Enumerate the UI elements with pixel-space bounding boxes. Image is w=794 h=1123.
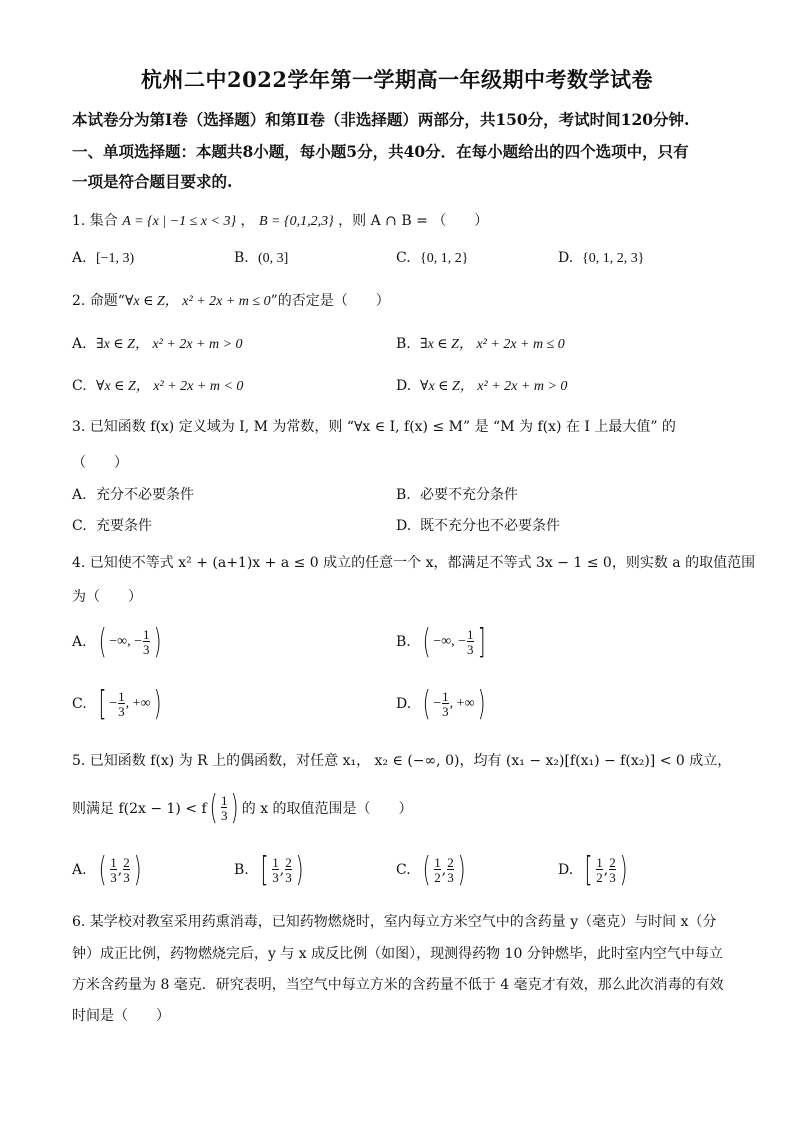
question-5-stem-line1: 5. 已知函数 f(x) 为 R 上的偶函数，对任意 x₁， x₂ ∈ (−∞, 0)，均有 (x₁ − x₂)[f(x₁) − f(x₂)] < 0 成立， <box>72 753 732 769</box>
question-1-sep: ， <box>240 213 255 229</box>
question-6-stem-line2: 钟）成正比例，药物燃烧完后，y 与 x 成反比例（如图），现测得药物 10 分钟燃毕，此时室内空气中每立 <box>72 946 723 962</box>
question-6-stem-line4: 时间是（ ） <box>72 1008 170 1024</box>
question-5-option-c[interactable]: C. ( $\frac{1}{2}$ , $\frac{2}{3}$ ) <box>396 850 466 890</box>
question-4-option-d[interactable]: D. ( − $\frac{1}{3}$ , +∞) <box>396 684 486 724</box>
section-heading-line1: 一、单项选择题：本题共8小题，每小题5分，共40分．在每小题给出的四个选项中，只有 <box>72 142 689 161</box>
question-3-option-b[interactable]: B. 必要不充分条件 <box>396 487 518 503</box>
question-2-option-d[interactable]: D. ∀x ∈ Z， x² + 2x + m > 0 <box>396 378 568 394</box>
question-3-stem-line1: 3. 已知函数 f(x) 定义域为 I, M 为常数，则 “∀x ∈ I, f(x) ≤ M” 是 “M 为 f(x) 在 I 上最大值” 的 <box>72 419 676 435</box>
question-3-option-c[interactable]: C. 充要条件 <box>72 518 152 534</box>
section-heading-line2: 一项是符合题目要求的. <box>72 172 233 191</box>
question-2-stem: 2. 命题“∀x ∈ Z， x² + 2x + m ≤ 0”的否定是（ ） <box>72 293 390 309</box>
question-1-option-b[interactable]: B. (0, 3] <box>234 250 289 266</box>
question-5-stem-line2: 则满足 f(2x − 1) < f( $\frac{1}{3}$ ) 的 x 的取值范围是（ ） <box>72 788 413 828</box>
question-4-option-c[interactable]: C. [ − $\frac{1}{3}$ , +∞) <box>72 684 162 724</box>
question-1-tail: ，则 A ∩ B = （ ） <box>338 213 489 229</box>
question-3-option-d[interactable]: D. 既不充分也不必要条件 <box>396 518 560 534</box>
question-2-option-c[interactable]: C. ∀x ∈ Z， x² + 2x + m < 0 <box>72 378 244 394</box>
question-4-stem-line2: 为（ ） <box>72 589 142 605</box>
question-5-option-a[interactable]: A. ( $\frac{1}{3}$ , $\frac{2}{3}$ ) <box>72 850 142 890</box>
fraction: $\frac{1}{3}$ <box>143 627 150 657</box>
question-1-option-d[interactable]: D. {0, 1, 2, 3} <box>558 250 645 266</box>
question-2-option-a[interactable]: A. ∃x ∈ Z， x² + 2x + m > 0 <box>72 336 243 352</box>
question-3-stem-line2: （ ） <box>72 455 128 471</box>
question-1-set-b: B = {0,1,2,3} <box>258 214 334 229</box>
question-1-number: 1. 集合 <box>72 213 118 229</box>
fraction: $\frac{1}{3}$ <box>220 793 228 823</box>
fraction: $\frac{1}{3}$ <box>118 689 125 719</box>
exam-intro: 本试卷分为第Ⅰ卷（选择题）和第Ⅱ卷（非选择题）两部分，共150分，考试时间120分钟. <box>72 110 690 129</box>
question-6-stem-line3: 方米含药量为 8 毫克．研究表明，当空气中每立方米的含药量不低于 4 毫克才有效，那么此次消毒的有效 <box>72 977 724 993</box>
question-2-option-b[interactable]: B. ∃x ∈ Z， x² + 2x + m ≤ 0 <box>396 336 565 352</box>
question-1-stem <box>72 210 488 230</box>
question-4-stem-line1: 4. 已知使不等式 x² + (a+1)x + a ≤ 0 成立的任意一个 x，都满足不等式 3x − 1 ≤ 0，则实数 a 的取值范围 <box>72 555 756 571</box>
question-5-option-b[interactable]: B. [ $\frac{1}{3}$ , $\frac{2}{3}$ ) <box>234 850 304 890</box>
fraction: $\frac{1}{3}$ <box>467 627 474 657</box>
question-2-proposition: ∀x ∈ Z， x² + 2x + m ≤ 0 <box>124 294 271 309</box>
question-1-option-a[interactable]: A. [−1, 3) <box>72 250 135 266</box>
question-5-option-d[interactable]: D. [ $\frac{1}{2}$ , $\frac{2}{3}$ ) <box>558 850 628 890</box>
question-3-option-a[interactable]: A. 充分不必要条件 <box>72 487 194 503</box>
question-1-set-a: A = {x | −1 ≤ x < 3} <box>122 214 237 229</box>
exam-title: 杭州二中2022学年第一学期高一年级期中考数学试卷 <box>141 67 653 92</box>
question-1-option-c[interactable]: C. {0, 1, 2} <box>396 250 469 266</box>
question-4-option-a[interactable]: A. ( −∞, − $\frac{1}{3}$ ) <box>72 622 162 662</box>
fraction: $\frac{1}{3}$ <box>442 689 449 719</box>
question-4-option-b[interactable]: B. ( −∞, − $\frac{1}{3}$ ] <box>396 622 486 662</box>
question-6-stem-line1: 6. 某学校对教室采用药熏消毒，已知药物燃烧时，室内每立方米空气中的含药量 y（毫克）与时间 x（分 <box>72 914 717 930</box>
